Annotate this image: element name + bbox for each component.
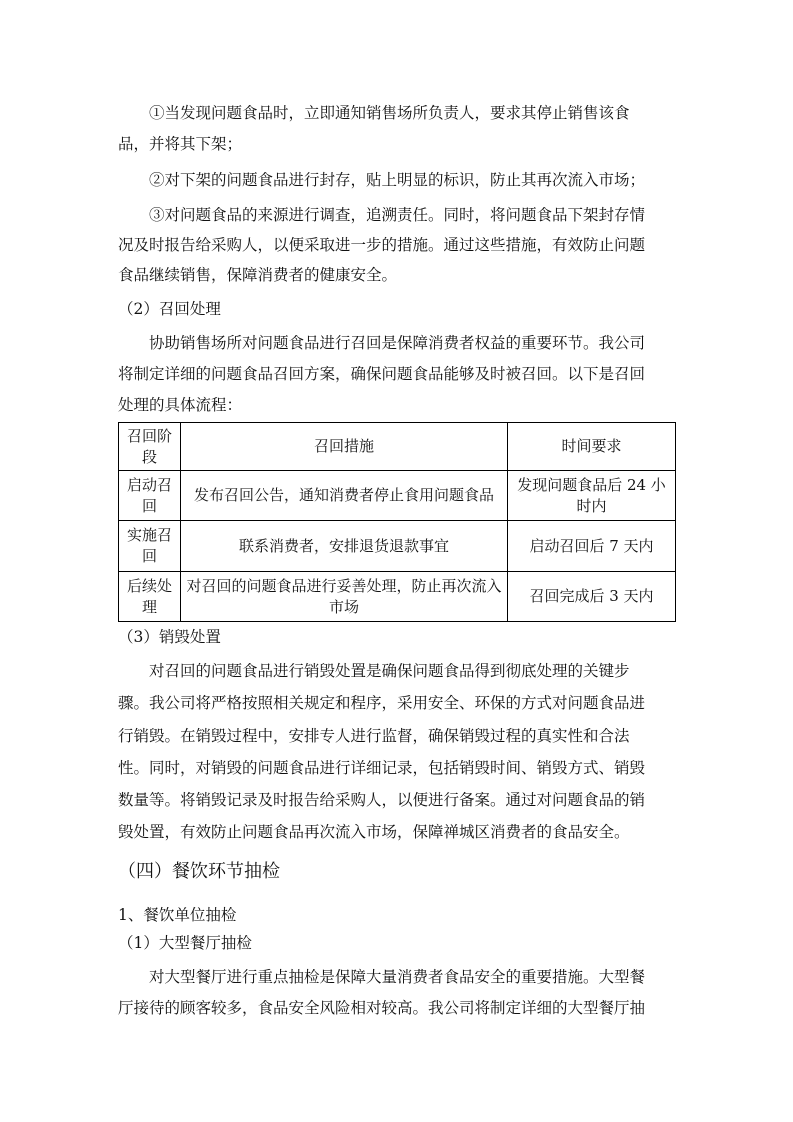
section-heading: （四）餐饮环节抽检: [118, 861, 280, 882]
paragraph-line: ②对下架的问题食品进行封存，贴上明显的标识，防止其再次流入市场；: [149, 171, 646, 189]
paragraph-line: 对召回的问题食品进行销毁处置是确保问题食品得到彻底处理的关键步: [149, 662, 630, 680]
table-cell: 发现问题食品后 24 小时内: [508, 471, 676, 521]
recall-process-table: [118, 422, 676, 622]
table-header-row: [119, 423, 676, 471]
table-cell: 召回完成后 3 天内: [508, 572, 676, 622]
table-row: [119, 521, 676, 572]
table-row: [119, 471, 676, 521]
table-cell: 对召回的问题食品进行妥善处理，防止再次流入市场: [181, 572, 508, 622]
paragraph-line: 厅接待的顾客较多，食品安全风险相对较高。我公司将制定详细的大型餐厅抽: [118, 999, 646, 1017]
table-cell: 发布召回公告，通知消费者停止食用问题食品: [181, 471, 508, 521]
paragraph-line: 况及时报告给采购人，以便采取进一步的措施。通过这些措施，有效防止问题: [118, 236, 646, 254]
table-header-cell: 时间要求: [508, 423, 676, 471]
subsection-heading: （2）召回处理: [118, 300, 221, 318]
paragraph-line: 毁处置，有效防止问题食品再次流入市场，保障禅城区消费者的食品安全。: [118, 823, 630, 841]
paragraph-line: 行销毁。在销毁过程中，安排专人进行监督，确保销毁过程的真实性和合法: [118, 727, 630, 745]
table-cell: 联系消费者，安排退货退款事宜: [181, 521, 508, 572]
paragraph-line: 数量等。将销毁记录及时报告给采购人，以便进行备案。通过对问题食品的销: [118, 791, 646, 809]
subsection-heading: （1）大型餐厅抽检: [118, 934, 252, 952]
table-row: [119, 572, 676, 622]
table-cell: 启动召回后 7 天内: [508, 521, 676, 572]
item-heading: 1、餐饮单位抽检: [118, 906, 237, 924]
paragraph-line: 对大型餐厅进行重点抽检是保障大量消费者食品安全的重要措施。大型餐: [149, 968, 646, 986]
table-header-cell: 召回措施: [181, 423, 508, 471]
paragraph-line: 将制定详细的问题食品召回方案，确保问题食品能够及时被召回。以下是召回: [118, 365, 646, 383]
table-cell: 后续处理: [119, 572, 181, 622]
paragraph-line: ③对问题食品的来源进行调查，追溯责任。同时，将问题食品下架封存情: [149, 206, 646, 224]
paragraph-line: 性。同时，对销毁的问题食品进行详细记录，包括销毁时间、销毁方式、销毁: [118, 759, 646, 777]
subsection-heading: （3）销毁处置: [118, 628, 221, 646]
table-header-cell: 召回阶段: [119, 423, 181, 471]
table-cell: 启动召回: [119, 471, 181, 521]
paragraph-line: 骤。我公司将严格按照相关规定和程序，采用安全、环保的方式对问题食品进: [118, 694, 646, 712]
paragraph-line: 食品继续销售，保障消费者的健康安全。: [118, 266, 398, 284]
paragraph-line: 处理的具体流程：: [118, 396, 243, 414]
paragraph-line: 协助销售场所对问题食品进行召回是保障消费者权益的重要环节。我公司: [149, 334, 646, 352]
table-cell: 实施召回: [119, 521, 181, 572]
paragraph-line: ①当发现问题食品时，立即通知销售场所负责人，要求其停止销售该食: [149, 104, 630, 122]
paragraph-line: 品，并将其下架；: [118, 135, 243, 153]
